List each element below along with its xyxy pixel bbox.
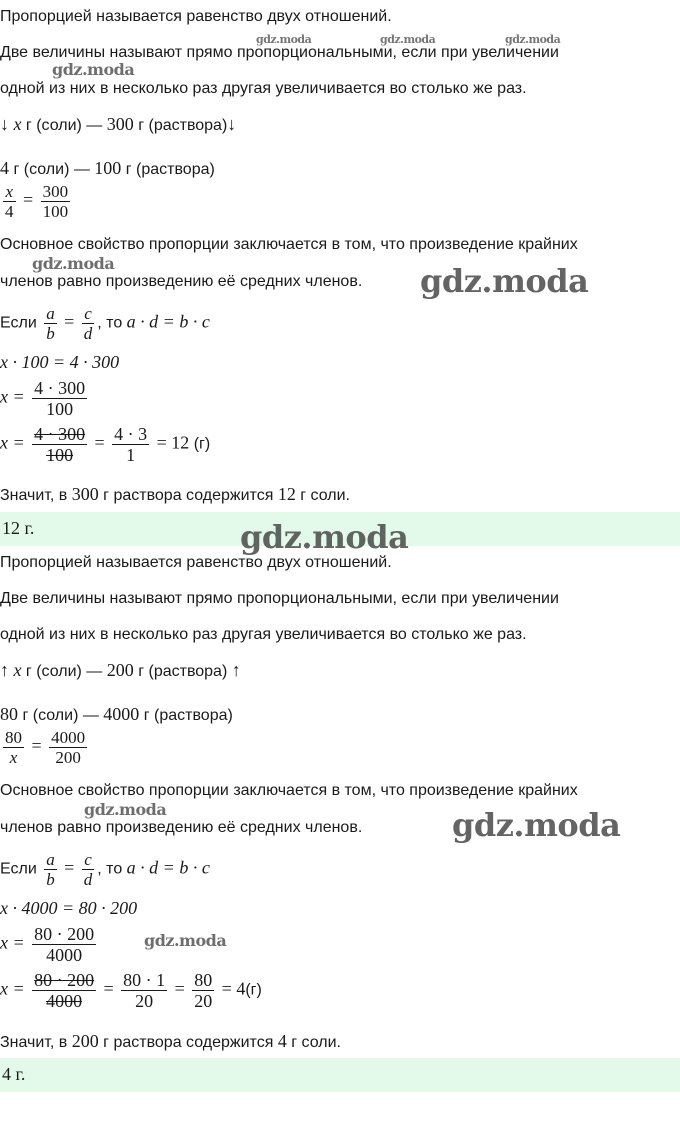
text: г (раствора) [138,663,228,680]
denominator: 4000 [46,991,83,1011]
numerator: 80 · 200 [34,970,95,990]
watermark-logo: gdz.moda [144,931,227,950]
number: 12 [277,484,296,504]
fraction [44,850,57,889]
denominator: 200 [55,748,81,767]
watermark-logo: gdz.moda [420,262,589,300]
fraction [32,424,87,465]
equals-sign: = [31,735,42,756]
equals-sign: = [22,189,34,210]
numerator: 4 · 300 [34,424,86,444]
watermark-logo: gdz.moda [52,60,135,79]
text: г соли. [291,1034,341,1051]
numerator: 4000 [51,728,86,747]
numerator: c [82,850,95,870]
equation-2 [0,378,90,426]
denominator: 100 [42,202,69,221]
answer-box [0,1058,680,1092]
number: 80 [0,704,18,724]
var-x: x [13,660,22,680]
fraction [121,970,167,1011]
equation-1: x · 100 = 4 · 300 [0,352,120,372]
numerator: 80 · 1 [123,970,166,990]
text: г раствора содержится [103,1034,274,1051]
numerator: 80 [194,970,213,990]
fraction [3,728,24,767]
lhs: x = [0,932,25,953]
denominator: d [83,324,93,343]
definition-direct-1: Две величины называют прямо пропорциональными, если при увеличении [0,590,559,607]
definition-proportion: Пропорцией называется равенство двух отношений. [0,8,392,25]
text: г (раствора) [138,117,228,134]
numerator: 4 · 3 [114,424,148,444]
property-text-2: членов равно произведению её средних членов. [0,273,363,290]
proportion-equation [0,728,90,774]
ratio-row-1 [0,114,236,135]
text: г (соли) — [25,117,103,134]
lhs: x = [0,386,25,407]
fraction [32,924,96,965]
lhs: x = [0,432,25,453]
text: г раствора содержится [103,487,274,504]
number: 100 [94,158,122,178]
fraction [49,728,87,767]
fraction [41,182,71,221]
definition-direct-1: Две величины называют прямо пропорциональными, если при увеличении [0,44,559,61]
result: = 12 [156,432,190,453]
arrow-down: ↓ [0,114,9,134]
answer-text: 4 г. [2,1064,26,1084]
text: г (соли) — [22,707,99,724]
denominator: d [83,870,93,889]
denominator: b [46,324,55,343]
definition-direct-2: одной из них в несколько раз другая увеличивается во столько же раз. [0,80,527,97]
fraction [82,850,95,889]
text: г (соли) — [13,161,90,178]
conclusion [0,484,350,505]
formula: a · d = b · c [126,857,210,878]
result: = 4 [221,978,246,999]
number: 300 [71,484,99,504]
number: 200 [71,1031,99,1051]
number: 4000 [103,704,140,724]
number: 4 [0,158,9,178]
fraction [44,304,57,343]
denominator: 1 [126,445,136,465]
equation-1: x · 4000 = 80 · 200 [0,898,138,918]
text: , то [97,314,123,332]
denominator: 4 [5,202,14,221]
numerator: x [3,182,16,202]
numerator: 4 · 300 [34,378,86,398]
watermark-logo: gdz.moda [240,518,409,556]
numerator: a [46,304,55,323]
text: Если [0,314,37,332]
ratio-row-2 [0,158,215,179]
fraction [82,304,95,343]
watermark-logo: gdz.moda [84,800,167,819]
property-text-1: Основное свойство пропорции заключается в том, что произведение крайних [0,236,578,253]
watermark-logo: gdz.moda [452,806,621,844]
denominator: b [46,870,55,889]
denominator: x [9,748,18,767]
text: Значит, в [0,487,68,504]
unit: (г) [245,981,262,999]
number: 200 [106,660,134,680]
fraction [32,378,87,419]
text: г (раствора) [125,161,215,178]
numerator: a [46,850,55,869]
numerator: 80 · 200 [34,924,95,944]
definition-direct-2: одной из них в несколько раз другая увеличивается во столько же раз. [0,626,527,643]
denominator: 20 [135,991,154,1011]
fraction [192,970,214,1011]
ratio-row-2 [0,704,233,725]
if-statement: Если $\frac{a}{b}$ = $\frac{c}{d}$ , то a · d = b · c [0,850,210,889]
ratio-row-1 [0,660,241,681]
var-x: x [13,114,22,134]
proportion-equation [0,182,73,228]
number: 300 [106,114,134,134]
denominator: 4000 [46,945,83,965]
equation-3: x = $\frac{4 \cdot 300}{100}$ = $\frac{4 \cdot 3}{1}$ = 12 (г) [0,424,211,465]
formula: a · d = b · c [126,311,210,332]
number: 4 [277,1031,287,1051]
arrow-down: ↓ [227,114,237,134]
watermark-logo: gdz.moda [380,33,436,46]
unit: (г) [193,435,211,453]
arrow-up: ↑ [0,660,9,680]
text: г (раствора) [143,707,233,724]
fraction [32,970,96,1011]
numerator: 80 [5,728,22,747]
property-text-2: членов равно произведению её средних членов. [0,819,363,836]
text: Если [0,860,37,878]
property-text-1: Основное свойство пропорции заключается в том, что произведение крайних [0,782,578,799]
equation-3: x = $\frac{80 \cdot 200}{4000}$ = $\frac{80 \cdot 1}{20}$ = $\frac{80}{20}$ = 4(г) [0,970,262,1011]
denominator: 20 [194,991,213,1011]
watermark-logo: gdz.moda [256,33,312,46]
text: г соли. [300,487,350,504]
fraction [3,182,16,221]
lhs: x = [0,978,25,999]
denominator: 100 [46,445,74,465]
text: , то [97,860,123,878]
if-statement: Если $\frac{a}{b}$ = $\frac{c}{d}$ , то a · d = b · c [0,304,210,343]
text: Значит, в [0,1034,68,1051]
watermark-logo: gdz.moda [32,254,115,273]
watermark-logo: gdz.moda [505,33,561,46]
text: г (соли) — [25,663,103,680]
equation-2 [0,924,99,972]
numerator: c [82,304,95,324]
arrow-up: ↑ [231,660,241,680]
answer-text: 12 г. [2,518,35,538]
definition-proportion: Пропорцией называется равенство двух отношений. [0,554,392,571]
numerator: 300 [42,182,69,201]
denominator: 100 [46,399,74,419]
fraction [112,424,149,465]
conclusion [0,1031,341,1052]
